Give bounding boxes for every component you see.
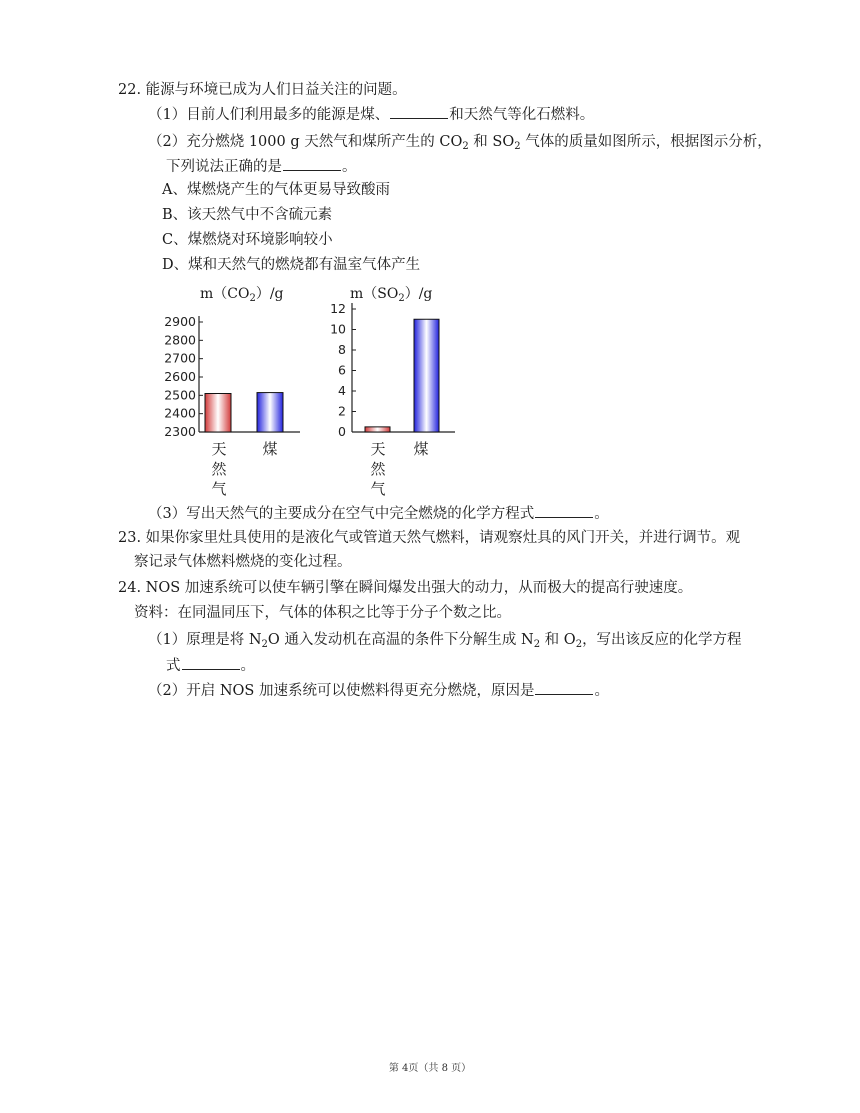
so2-chart <box>330 301 455 498</box>
answer-blank[interactable] <box>182 655 240 670</box>
subscript: 2 <box>575 639 583 650</box>
co2-y-tick-label: 2600 <box>164 369 196 384</box>
so2-chart-title <box>350 283 432 303</box>
co2-y-tick-label: 2900 <box>164 314 196 329</box>
co2-y-tick-label: 2500 <box>164 387 196 403</box>
subscript: 2 <box>261 639 268 650</box>
q22-part2-text-a: （2）充分燃烧 1000 g 天然气和煤所产生的 CO <box>148 134 463 150</box>
co2-chart-title <box>200 283 284 303</box>
co2-y-tick-label: 2300 <box>164 424 196 439</box>
q24-stem: 24. NOS 加速系统可以使车辆引擎在瞬间爆发出强大的动力，从而极大的提高行驶速度。 <box>118 580 693 596</box>
subscript: 2 <box>398 293 405 304</box>
so2-category-label: 气 <box>370 480 386 498</box>
q22-part2-text-c: 气体的质量如图所示，根据图示分析， <box>520 134 772 150</box>
q22-part1-text-a: （1）目前人们利用最多的能源是煤、 <box>148 107 390 123</box>
q22-part1-text-b: 和天然气等化石燃料。 <box>449 107 595 123</box>
so2-y-tick-label: 0 <box>338 424 346 439</box>
q22-part2 <box>148 132 772 152</box>
period: 。 <box>342 159 357 175</box>
q24-part1-text-c: 和 O <box>540 632 576 648</box>
co2-bar-0 <box>205 394 231 433</box>
so2-category-label: 然 <box>370 460 386 478</box>
so2-category-label: 天 <box>370 440 386 458</box>
co2-bar-1 <box>257 393 283 432</box>
q24-part1 <box>148 630 742 650</box>
period: 。 <box>594 683 609 699</box>
so2-y-tick-label: 8 <box>338 342 346 357</box>
q24-part1-text-b: O 通入发动机在高温的条件下分解生成 N <box>267 632 534 648</box>
q22-part3-text: （3）写出天然气的主要成分在空气中完全燃烧的化学方程式 <box>148 506 535 522</box>
answer-blank[interactable] <box>535 503 593 518</box>
co2-title-a: m（CO <box>200 286 250 302</box>
so2-y-tick-label: 2 <box>338 403 346 419</box>
so2-title-b: ）/g <box>404 286 433 302</box>
co2-category-label: 然 <box>211 460 227 478</box>
q24-part1-cont-text: 式 <box>166 658 181 674</box>
answer-blank[interactable] <box>535 680 593 695</box>
option-b: B、该天然气中不含硫元素 <box>162 207 333 223</box>
q23-line1: 23. 如果你家里灶具使用的是液化气或管道天然气燃料，请观察灶具的风门开关，并进行调节。观 <box>118 530 741 546</box>
co2-y-tick-label: 2400 <box>164 405 196 421</box>
co2-category-label: 煤 <box>262 440 278 458</box>
option-a: A、煤燃烧产生的气体更易导致酸雨 <box>162 182 390 198</box>
q24-part1-cont <box>166 655 255 676</box>
so2-y-tick-label: 4 <box>338 383 346 398</box>
subscript: 2 <box>462 141 469 152</box>
option-d: D、煤和天然气的燃烧都有温室气体产生 <box>162 257 421 273</box>
q24-part1-text-d: ，写出该反应的化学方程 <box>582 632 742 648</box>
q22-stem: 22. 能源与环境已成为人们日益关注的问题。 <box>118 82 407 98</box>
co2-y-tick-label: 2700 <box>164 350 196 366</box>
page-footer: 第 4页（共 8 页） <box>388 1063 472 1074</box>
so2-title-a: m（SO <box>350 286 399 302</box>
q22-part2-cont-text: 下列说法正确的是 <box>166 159 282 175</box>
q24-info: 资料：在同温同压下，气体的体积之比等于分子个数之比。 <box>134 605 511 621</box>
q22-part1 <box>148 104 594 125</box>
period: 。 <box>594 506 609 522</box>
so2-y-tick-label: 10 <box>330 321 346 337</box>
q22-part2-cont <box>166 156 357 177</box>
q22-part3 <box>148 503 609 524</box>
period: 。 <box>240 658 255 674</box>
q22-part2-text-b: 和 SO <box>468 134 515 150</box>
q23-line2: 察记录气体燃料燃烧的变化过程。 <box>134 554 352 570</box>
so2-bar-0 <box>365 427 390 432</box>
co2-title-b: ）/g <box>255 286 284 302</box>
q24-part1-text-a: （1）原理是将 N <box>148 632 262 648</box>
answer-blank[interactable] <box>283 156 341 171</box>
subscript: 2 <box>249 293 256 304</box>
co2-y-tick-label: 2800 <box>164 332 196 348</box>
co2-chart <box>164 314 300 498</box>
q24-part2-text: （2）开启 NOS 加速系统可以使燃料得更充分燃烧，原因是 <box>148 683 535 699</box>
so2-category-label: 煤 <box>413 440 429 458</box>
so2-y-tick-label: 12 <box>330 301 346 316</box>
answer-blank[interactable] <box>390 104 448 119</box>
q24-part2 <box>148 680 609 701</box>
co2-category-label: 气 <box>211 480 227 498</box>
subscript: 2 <box>533 639 541 650</box>
option-c: C、煤燃烧对环境影响较小 <box>162 232 333 248</box>
so2-bar-1 <box>414 319 439 432</box>
so2-y-tick-label: 6 <box>338 362 346 378</box>
co2-category-label: 天 <box>211 440 227 458</box>
subscript: 2 <box>514 141 521 152</box>
